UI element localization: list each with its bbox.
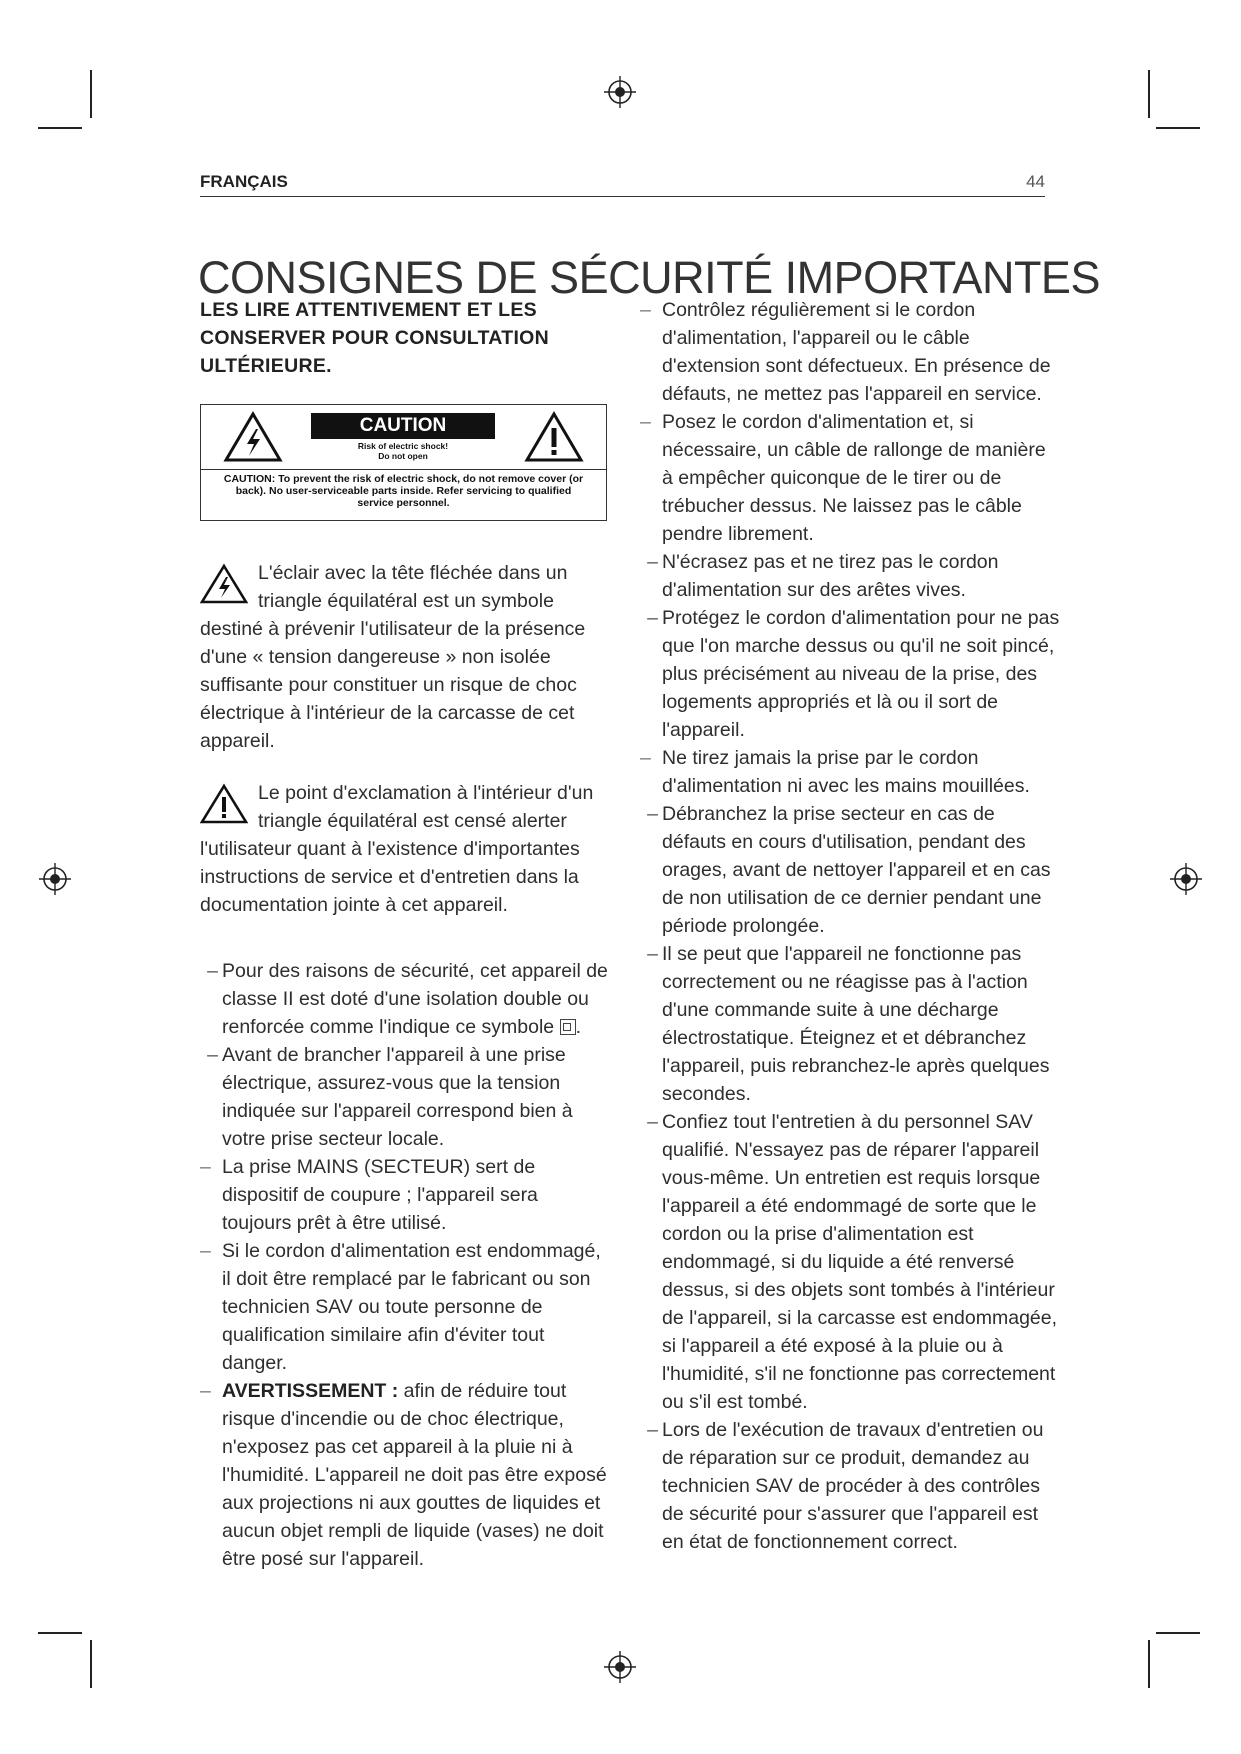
intro-heading: LES LIRE ATTENTIVEMENT ET LES CONSERVER POUR CONSULTATION ULTÉRIEURE.: [200, 299, 550, 377]
exclamation-triangle-icon: [524, 411, 584, 463]
lightning-triangle-icon: [223, 411, 283, 463]
registration-mark-icon: [603, 75, 637, 109]
crop-mark: [38, 1632, 82, 1634]
caution-heading: CAUTION: [311, 413, 495, 439]
exclamation-symbol-paragraph: Le point d'exclamation à l'intérieur d'un triangle équilatéral est censé alerter l'utilisateur quant à l'existence d'importantes instructions de service et d'entretien dans la documentation jointe à cet appareil.: [200, 782, 594, 916]
left-column: [200, 296, 610, 1573]
crop-mark: [90, 70, 92, 118]
page-number: 44: [1026, 172, 1045, 191]
lightning-symbol-paragraph: L'éclair avec la tête fléchée dans un triangle équilatéral est un symbole destiné à prévenir l'utilisateur de la présence d'une « tension dangereuse » non isolée suffisante pour constituer un risque de choc électrique à l'intérieur de la carcasse de cet appareil.: [200, 562, 586, 752]
list-item-cordon-endommage: – Si le cordon d'alimentation est endommagé, il doit être remplacé par le fabricant ou son technicien SAV ou toute personne de qualification similaire afin d'éviter tout danger.: [200, 1240, 601, 1374]
registration-mark-icon: [603, 1650, 637, 1684]
list-item-debranchez: – Débranchez la prise secteur en cas de défauts en cours d'utilisation, pendant des orages, avant de nettoyer l'appareil et en cas de non utilisation de ce dernier pendant une période prolongée.: [647, 803, 1051, 937]
list-item-avant-brancher: – Avant de brancher l'appareil à une prise électrique, assurez-vous que la tension indiquée sur l'appareil correspond bien à votre prise secteur locale.: [207, 1044, 573, 1150]
registration-mark-icon: [1169, 862, 1203, 896]
caution-label-top: [201, 405, 606, 470]
list-item-controlez: – Contrôlez régulièrement si le cordon d'alimentation, l'appareil ou le câble d'extension sont défectueux. En présence de défauts, ne mettez pas l'appareil en service.: [640, 299, 1051, 405]
list-item-ecrasez: – N'écrasez pas et ne tirez pas le cordon d'alimentation sur des arêtes vives.: [647, 551, 999, 601]
list-item-class-ii: – Pour des raisons de sécurité, cet appareil de classe II est doté d'une isolation double ou renforcée comme l'indique ce symbole .: [207, 960, 608, 1038]
class-ii-symbol-icon: [560, 1019, 576, 1035]
page-title: CONSIGNES DE SÉCURITÉ IMPORTANTES: [198, 252, 1100, 304]
list-item-posez: – Posez le cordon d'alimentation et, si nécessaire, un câble de rallonge de manière à empêcher quiconque de le tirer ou de trébucher dessus. Ne laissez pas le câble pendre librement.: [640, 411, 1046, 545]
list-item-il-se-peut: – Il se peut que l'appareil ne fonctionne pas correctement ou ne réagisse pas à l'action d'une commande suite à une décharge électrostatique. Éteignez et et débranchez l'appareil, puis rebranchez-le après quelques secondes.: [647, 943, 1050, 1105]
page-header: [200, 168, 1045, 197]
list-item-lors-de: – Lors de l'exécution de travaux d'entretien ou de réparation sur ce produit, demandez au technicien SAV de procéder à des contrôles de sécurité pour s'assurer que l'appareil est en état de fonctionnement correct.: [647, 1419, 1044, 1553]
caution-risk-text: Risk of electric shock! Do not open: [357, 441, 449, 461]
lightning-triangle-icon: [200, 563, 248, 605]
list-item-prise-mains: – La prise MAINS (SECTEUR) sert de dispositif de coupure ; l'appareil sera toujours prêt à être utilisé.: [200, 1156, 538, 1234]
registration-mark-icon: [38, 862, 72, 896]
crop-mark: [38, 127, 82, 129]
right-column: [640, 296, 1060, 1556]
list-item-confiez: – Confiez tout l'entretien à du personnel SAV qualifié. N'essayez pas de réparer l'appareil vous-même. Un entretien est requis lorsque l'appareil a été endommagé de sorte que le cordon ou la prise d'alimentation est endommagé, si du liquide a été renversé dessus, si des objets sont tombés à l'intérieur de l'appareil, si la carcasse est endommagée, si l'appareil a été exposé à la pluie ou à l'humidité, s'il ne fonctionne pas correctement ou s'il est tombé.: [647, 1111, 1058, 1413]
crop-mark: [1156, 1632, 1200, 1634]
crop-mark: [90, 1640, 92, 1688]
crop-mark: [1148, 1640, 1150, 1688]
crop-mark: [1148, 70, 1150, 118]
language-label: FRANÇAIS: [200, 172, 288, 191]
caution-label-box: [200, 404, 607, 521]
list-item-protegez: – Protégez le cordon d'alimentation pour ne pas que l'on marche dessus ou qu'il ne soit pincé, plus précisément au niveau de la prise, des logements appropriés et là ou il sort de l'appareil.: [647, 607, 1060, 741]
list-item-avertissement: – AVERTISSEMENT : afin de réduire tout risque d'incendie ou de choc électrique, n'exposez pas cet appareil à la pluie ni à l'humidité. L'appareil ne doit pas être exposé aux projections ni aux gouttes de liquides et aucun objet rempli de liquide (vases) ne doit être posé sur l'appareil.: [200, 1380, 607, 1570]
exclamation-triangle-icon: [200, 783, 248, 825]
list-item-ne-tirez: – Ne tirez jamais la prise par le cordon d'alimentation ni avec les mains mouillées.: [640, 747, 1030, 797]
crop-mark: [1156, 127, 1200, 129]
caution-body-text: CAUTION: To prevent the risk of electric shock, do not remove cover (or back). No user-serviceable parts inside. Refer servicing to qualified service personnel.: [223, 473, 584, 509]
